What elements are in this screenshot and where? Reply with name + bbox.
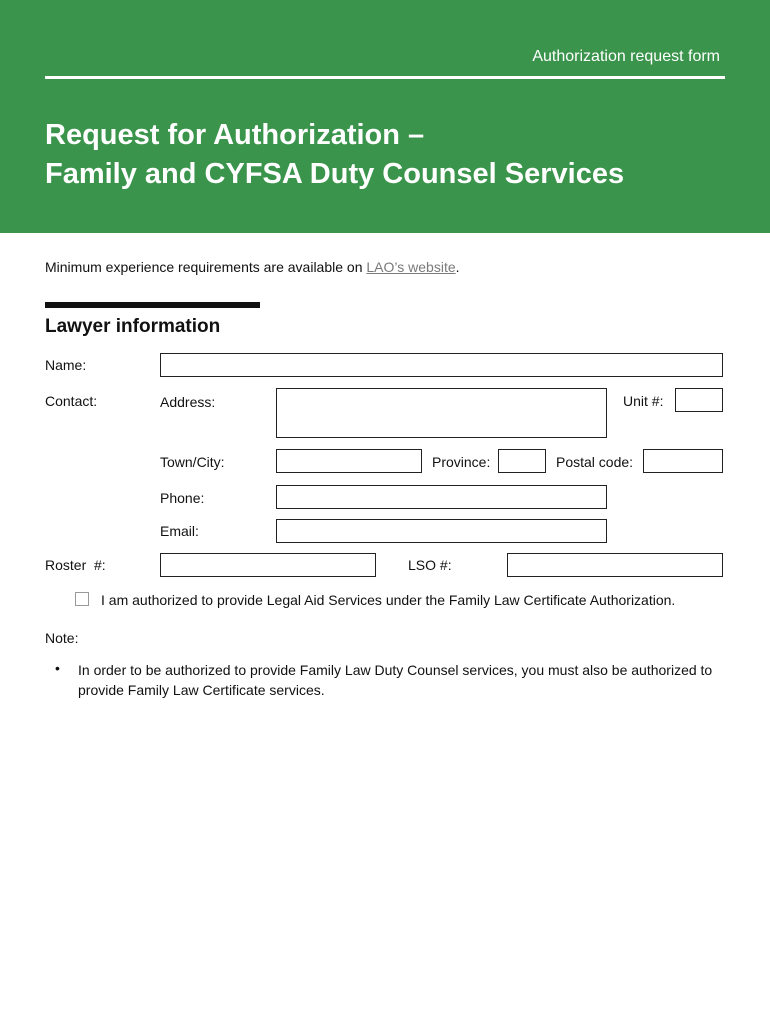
town-city-field[interactable] [276,449,422,473]
header-divider [45,76,725,79]
email-label: Email: [160,523,199,539]
page-title-line-2: Family and CYFSA Duty Counsel Services [45,158,625,190]
postal-code-field[interactable] [643,449,723,473]
address-field[interactable] [276,388,607,438]
name-label: Name: [45,357,87,373]
province-label: Province: [432,454,491,470]
contact-label: Contact: [45,393,98,409]
lso-number-field[interactable] [507,553,723,577]
phone-field[interactable] [276,485,607,509]
section-title-lawyer-information: Lawyer information [45,316,221,337]
unit-field[interactable] [675,388,723,412]
note-label: Note: [45,630,79,646]
lao-website-link[interactable]: LAO’s website [366,259,456,275]
authorization-checkbox-label: I am authorized to provide Legal Aid Services under the Family Law Certificate Authorization. [101,592,676,608]
intro-text-before: Minimum experience requirements are available on [45,259,367,275]
header-banner [0,0,770,233]
address-label: Address: [160,394,216,410]
intro-text [45,259,460,275]
page-title-line-1: Request for Authorization – [45,119,425,151]
intro-text-after: . [455,259,460,275]
province-field[interactable] [498,449,546,473]
town-city-label: Town/City: [160,454,225,470]
phone-label: Phone: [160,490,205,506]
roster-number-label: Roster #: [45,557,106,573]
form-type-label: Authorization request form [532,48,720,65]
roster-number-field[interactable] [160,553,376,577]
unit-label: Unit #: [623,393,664,409]
lso-number-label: LSO #: [408,557,452,573]
page-title [45,116,624,194]
authorization-checkbox[interactable] [75,592,89,606]
section-divider [45,302,260,308]
note-bullet: • [55,660,60,676]
postal-code-label: Postal code: [556,454,634,470]
note-item: In order to be authorized to provide Family Law Duty Counsel services, you must also be authorized to provide Family Law Certificate services. [78,662,713,698]
email-field[interactable] [276,519,607,543]
name-field[interactable] [160,353,723,377]
